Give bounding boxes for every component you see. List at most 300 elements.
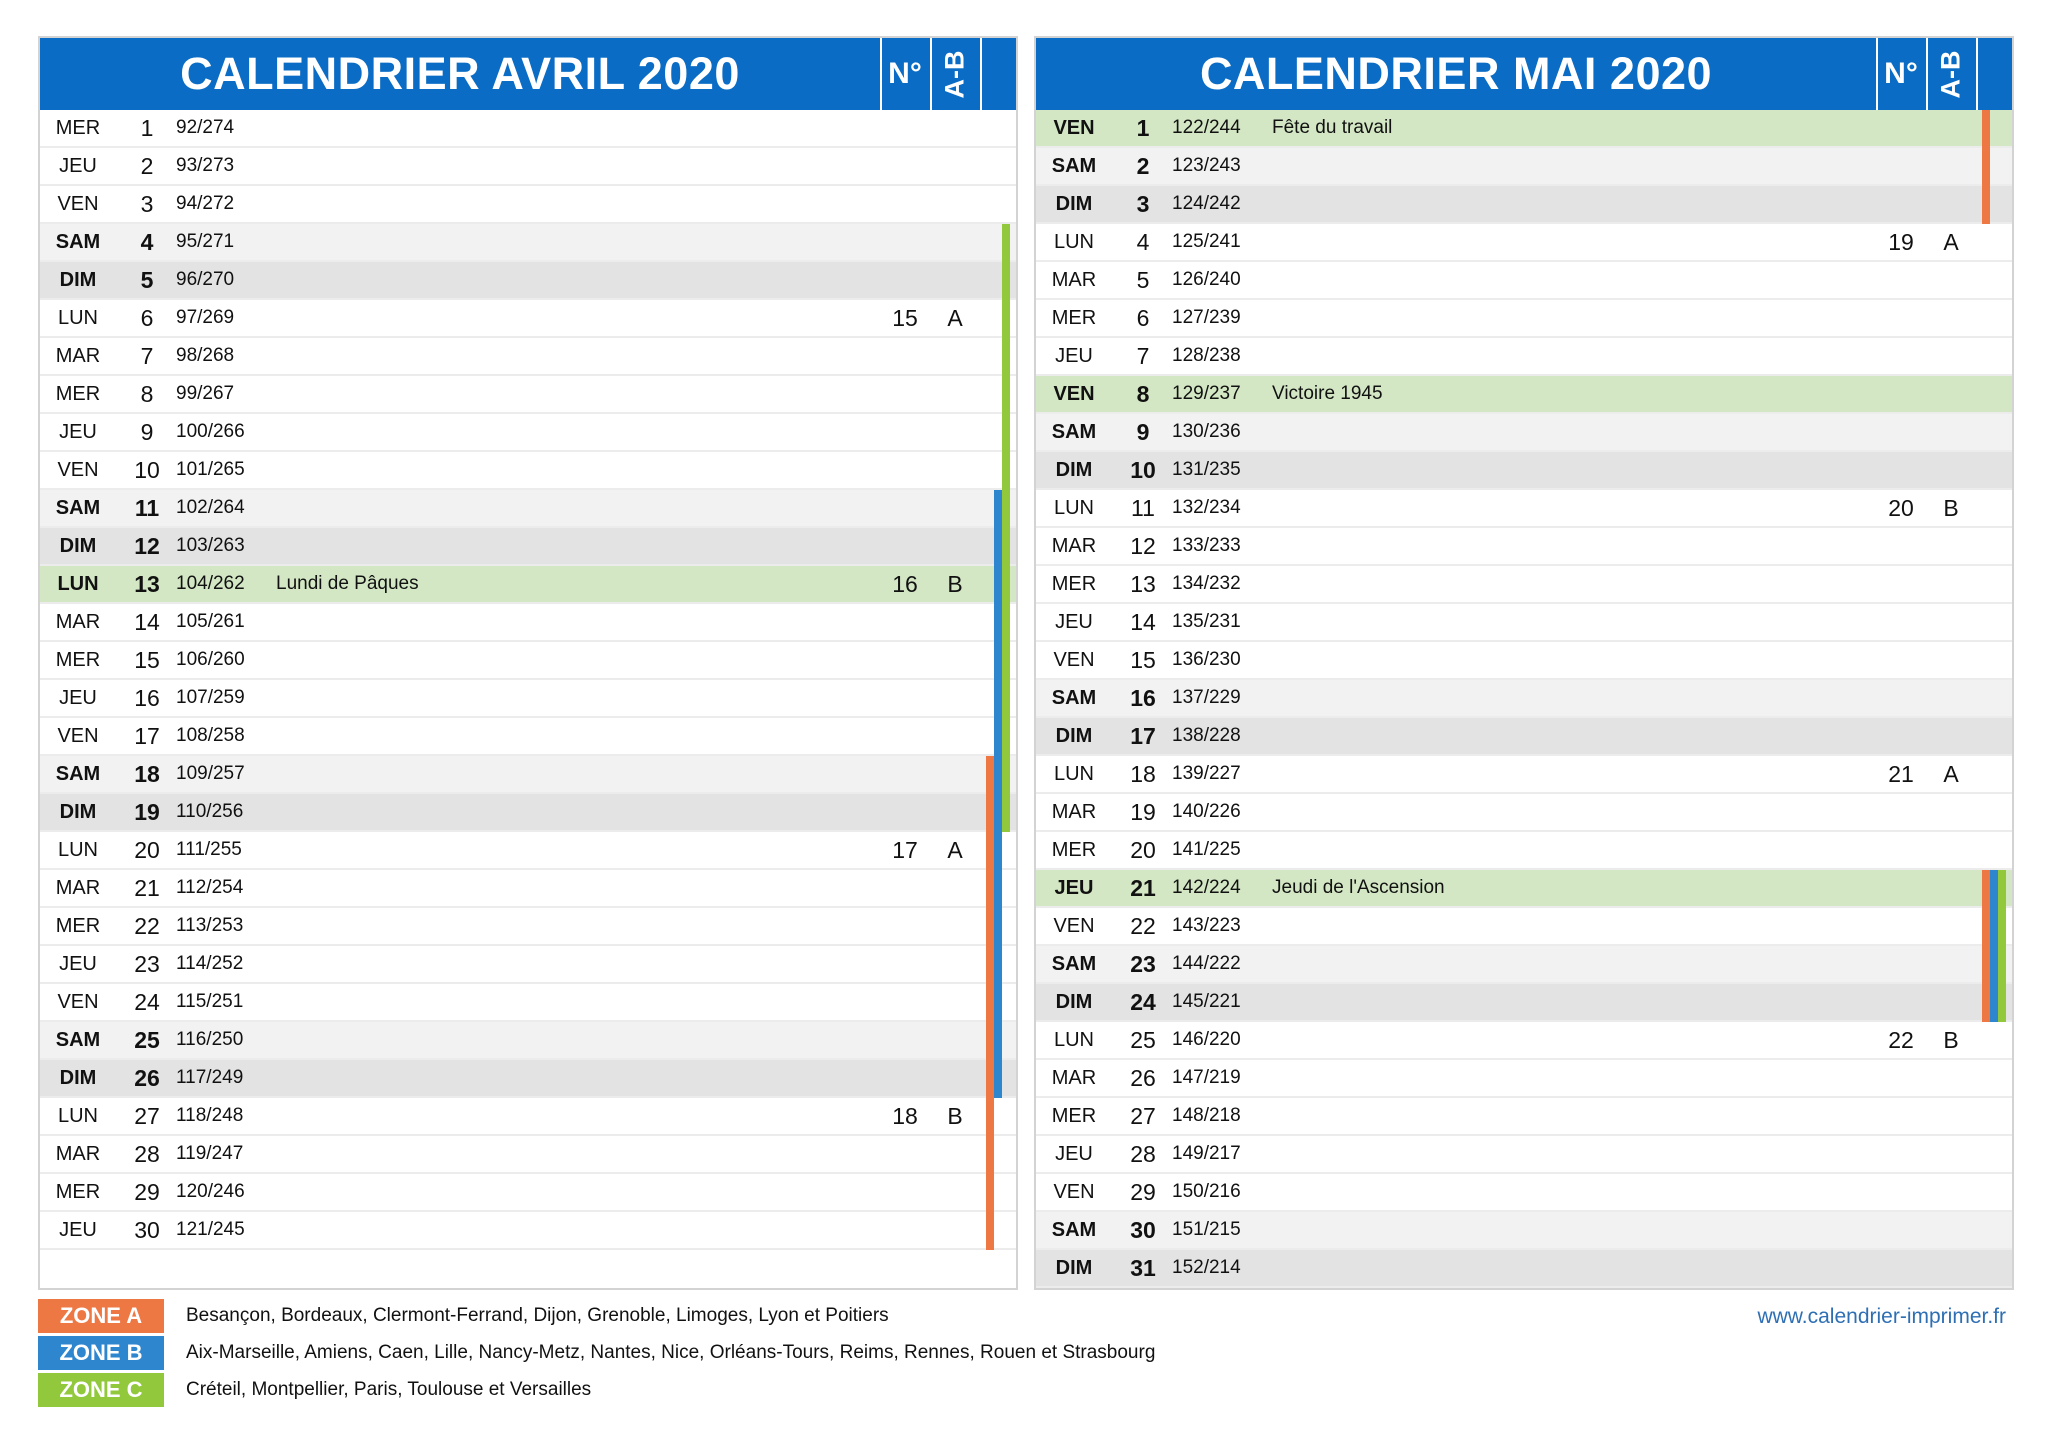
week-number: 18 <box>892 1103 918 1129</box>
week-number <box>880 110 930 146</box>
ab-week: A <box>1943 229 1959 255</box>
day-number: 28 <box>1130 1141 1156 1167</box>
day-row <box>40 794 1016 832</box>
holiday-note <box>276 490 836 526</box>
day-name: MAR <box>55 345 101 367</box>
day-number: 30 <box>134 1217 160 1243</box>
day-of-year: 104/262 <box>176 573 245 594</box>
day-name: DIM <box>1055 193 1093 215</box>
day-of-year: 110/256 <box>176 801 244 822</box>
day-row <box>1036 1174 2012 1212</box>
day-number: 10 <box>1130 457 1156 483</box>
day-number: 19 <box>1130 799 1156 825</box>
ab-week <box>930 870 980 906</box>
day-number: 8 <box>1136 381 1150 407</box>
week-number <box>880 1212 930 1248</box>
day-name: MER <box>55 1181 101 1203</box>
week-number <box>1876 1250 1926 1286</box>
holiday-note <box>276 794 836 830</box>
zone-c-vacation-bar <box>1002 566 1010 604</box>
holiday-note <box>1272 718 1832 754</box>
zone-b-vacation-bar <box>994 604 1002 642</box>
ab-week <box>1926 946 1976 982</box>
day-row <box>1036 946 2012 984</box>
week-number <box>880 718 930 754</box>
ab-week <box>1926 794 1976 830</box>
website-link[interactable]: www.calendrier-imprimer.fr <box>1757 1305 2006 1328</box>
day-of-year: 144/222 <box>1172 953 1241 974</box>
week-number: 19 <box>1888 229 1914 255</box>
ab-week: B <box>1943 1027 1959 1053</box>
calendar-header <box>40 38 1016 110</box>
day-name: LUN <box>1053 763 1094 785</box>
holiday-note: Jeudi de l'Ascension <box>1272 877 1445 898</box>
ab-week <box>1926 414 1976 450</box>
holiday-note <box>1272 490 1832 526</box>
day-of-year: 103/263 <box>176 535 245 556</box>
ab-week <box>930 1212 980 1248</box>
ab-week: B <box>1943 495 1959 521</box>
zone-b-vacation-bar <box>994 1060 1002 1098</box>
holiday-note <box>276 756 836 792</box>
day-number: 17 <box>134 723 160 749</box>
day-number: 23 <box>134 951 160 977</box>
ab-week <box>930 984 980 1020</box>
day-row <box>40 1136 1016 1174</box>
week-number <box>880 604 930 640</box>
day-of-year: 118/248 <box>176 1105 244 1126</box>
day-number: 26 <box>134 1065 160 1091</box>
day-name: VEN <box>57 991 99 1013</box>
day-name: DIM <box>1055 1257 1093 1279</box>
zone-a-vacation-bar <box>986 1212 994 1250</box>
week-number <box>1876 262 1926 298</box>
week-number <box>880 224 930 260</box>
holiday-note <box>276 452 836 488</box>
day-name: JEU <box>59 421 97 443</box>
day-row <box>40 490 1016 528</box>
zone-c-vacation-bar <box>1998 946 2006 984</box>
zone-c-cities: Créteil, Montpellier, Paris, Toulouse et Versailles <box>186 1379 592 1400</box>
ab-week <box>930 604 980 640</box>
holiday-note <box>276 870 836 906</box>
day-name: JEU <box>1055 1143 1093 1165</box>
holiday-note: Lundi de Pâques <box>276 573 419 594</box>
week-number <box>880 528 930 564</box>
day-name: MER <box>55 649 101 671</box>
day-row <box>1036 300 2012 338</box>
week-number: 21 <box>1888 761 1914 787</box>
zone-b-vacation-bar <box>994 528 1002 566</box>
day-number: 21 <box>1130 875 1156 901</box>
day-of-year: 126/240 <box>1172 269 1241 290</box>
ab-week <box>930 756 980 792</box>
day-name: VEN <box>1053 117 1095 139</box>
day-row <box>1036 604 2012 642</box>
ab-week <box>1926 718 1976 754</box>
day-of-year: 136/230 <box>1172 649 1241 670</box>
day-number: 23 <box>1130 951 1156 977</box>
zone-c-vacation-bar <box>1002 642 1010 680</box>
holiday-note <box>276 908 836 944</box>
day-row <box>1036 148 2012 186</box>
day-row <box>1036 756 2012 794</box>
zone-c-vacation-bar <box>1002 718 1010 756</box>
ab-week <box>1926 1098 1976 1134</box>
day-name: DIM <box>59 535 97 557</box>
week-number-header: N° <box>1884 57 1918 90</box>
day-row <box>1036 528 2012 566</box>
zone-b-vacation-bar <box>994 566 1002 604</box>
day-of-year: 117/249 <box>176 1067 244 1088</box>
holiday-note <box>1272 566 1832 602</box>
holiday-note <box>276 1212 836 1248</box>
day-name: JEU <box>59 953 97 975</box>
day-name: DIM <box>1055 725 1093 747</box>
day-name: MAR <box>55 611 101 633</box>
ab-week <box>1926 870 1976 906</box>
holiday-note <box>1272 832 1832 868</box>
day-of-year: 99/267 <box>176 383 235 404</box>
day-row <box>40 338 1016 376</box>
week-number: 20 <box>1888 495 1914 521</box>
day-name: JEU <box>59 687 97 709</box>
zone-b-vacation-bar <box>994 1022 1002 1060</box>
day-name: LUN <box>1053 231 1094 253</box>
ab-week: A <box>1943 761 1959 787</box>
ab-week <box>1926 186 1976 222</box>
day-number: 15 <box>1130 647 1156 673</box>
day-row <box>40 870 1016 908</box>
day-name: SAM <box>1051 687 1097 709</box>
zone-a-vacation-bar <box>986 984 994 1022</box>
holiday-note <box>1272 528 1832 564</box>
day-row <box>1036 870 2012 908</box>
day-number: 13 <box>1130 571 1156 597</box>
holiday-note <box>276 1098 836 1134</box>
day-of-year: 151/215 <box>1172 1219 1241 1240</box>
day-of-year: 146/220 <box>1172 1029 1241 1050</box>
holiday-note <box>276 110 836 146</box>
day-number: 6 <box>140 305 154 331</box>
day-row <box>1036 832 2012 870</box>
week-number <box>880 490 930 526</box>
ab-week <box>930 1022 980 1058</box>
ab-week: A <box>947 305 963 331</box>
day-of-year: 132/234 <box>1172 497 1241 518</box>
holiday-note <box>276 148 836 184</box>
day-of-year: 96/270 <box>176 269 235 290</box>
week-number-header: N° <box>888 57 922 90</box>
day-of-year: 134/232 <box>1172 573 1241 594</box>
week-number <box>880 1060 930 1096</box>
holiday-note <box>1272 300 1832 336</box>
day-row <box>1036 1136 2012 1174</box>
week-number <box>880 1174 930 1210</box>
day-name: LUN <box>57 573 99 595</box>
day-name: MAR <box>55 877 101 899</box>
day-row <box>1036 414 2012 452</box>
day-of-year: 142/224 <box>1172 877 1241 898</box>
day-row <box>1036 1022 2012 1060</box>
holiday-note <box>276 718 836 754</box>
day-of-year: 147/219 <box>1172 1067 1241 1088</box>
day-row <box>1036 490 2012 528</box>
day-name: DIM <box>59 269 97 291</box>
day-row <box>1036 1098 2012 1136</box>
holiday-note <box>1272 984 1832 1020</box>
ab-week <box>930 490 980 526</box>
day-name: MAR <box>1051 1067 1097 1089</box>
day-row <box>1036 642 2012 680</box>
day-row <box>40 604 1016 642</box>
day-number: 5 <box>140 267 154 293</box>
day-number: 14 <box>1130 609 1156 635</box>
day-row <box>40 186 1016 224</box>
holiday-note <box>276 946 836 982</box>
day-name: MER <box>1051 573 1097 595</box>
holiday-note <box>1272 262 1832 298</box>
calendar-title: CALENDRIER AVRIL 2020 <box>180 48 740 99</box>
day-number: 20 <box>134 837 160 863</box>
day-name: MER <box>1051 839 1097 861</box>
day-number: 24 <box>134 989 160 1015</box>
zone-a-vacation-bar <box>986 1022 994 1060</box>
day-name: DIM <box>59 1067 97 1089</box>
day-row <box>1036 566 2012 604</box>
week-number <box>880 908 930 944</box>
ab-week <box>1926 604 1976 640</box>
day-of-year: 125/241 <box>1172 231 1241 252</box>
zone-a-vacation-bar <box>986 908 994 946</box>
day-row <box>1036 680 2012 718</box>
day-row <box>1036 1250 2012 1288</box>
day-of-year: 130/236 <box>1172 421 1241 442</box>
day-row <box>40 832 1016 870</box>
week-number <box>880 984 930 1020</box>
day-of-year: 124/242 <box>1172 193 1241 214</box>
holiday-note: Fête du travail <box>1272 117 1393 138</box>
zone-c-vacation-bar <box>1002 300 1010 338</box>
day-number: 7 <box>1136 343 1150 369</box>
day-row <box>1036 984 2012 1022</box>
week-number <box>880 338 930 374</box>
day-number: 8 <box>140 381 154 407</box>
day-of-year: 108/258 <box>176 725 245 746</box>
day-number: 27 <box>134 1103 160 1129</box>
day-of-year: 113/253 <box>176 915 244 936</box>
day-of-year: 112/254 <box>176 877 244 898</box>
day-of-year: 114/252 <box>176 953 244 974</box>
zone-a-vacation-bar <box>986 1060 994 1098</box>
day-row <box>40 262 1016 300</box>
holiday-note <box>1272 680 1832 716</box>
holiday-note <box>1272 908 1832 944</box>
day-name: SAM <box>55 1029 101 1051</box>
day-of-year: 150/216 <box>1172 1181 1241 1202</box>
day-number: 18 <box>1130 761 1156 787</box>
day-number: 4 <box>1136 229 1150 255</box>
holiday-note <box>276 832 836 868</box>
week-number <box>1876 1060 1926 1096</box>
day-of-year: 141/225 <box>1172 839 1241 860</box>
ab-week <box>1926 680 1976 716</box>
day-of-year: 121/245 <box>176 1219 245 1240</box>
day-number: 14 <box>134 609 160 635</box>
zone-b-vacation-bar <box>994 490 1002 528</box>
holiday-note <box>276 604 836 640</box>
ab-week <box>930 718 980 754</box>
day-row <box>1036 224 2012 262</box>
day-name: MER <box>55 117 101 139</box>
zone-c-vacation-bar <box>1002 414 1010 452</box>
day-number: 6 <box>1136 305 1150 331</box>
zone-c-vacation-bar <box>1002 338 1010 376</box>
day-name: JEU <box>59 1219 97 1241</box>
day-of-year: 133/233 <box>1172 535 1241 556</box>
ab-week <box>1926 832 1976 868</box>
ab-week-header: A-B <box>939 50 970 98</box>
ab-week: A <box>947 837 963 863</box>
week-number <box>1876 984 1926 1020</box>
day-row <box>40 110 1016 148</box>
ab-week: B <box>947 571 963 597</box>
week-number: 17 <box>892 837 918 863</box>
ab-week <box>1926 110 1976 146</box>
day-row <box>40 908 1016 946</box>
holiday-note <box>1272 186 1832 222</box>
holiday-note <box>1272 756 1832 792</box>
day-number: 11 <box>134 495 160 521</box>
day-name: MER <box>1051 1105 1097 1127</box>
day-name: MAR <box>1051 269 1097 291</box>
day-of-year: 115/251 <box>176 991 244 1012</box>
zone-b-cities: Aix-Marseille, Amiens, Caen, Lille, Nancy-Metz, Nantes, Nice, Orléans-Tours, Reims, Rennes, Rouen et Strasbourg <box>186 1342 1156 1363</box>
holiday-note <box>1272 452 1832 488</box>
week-number <box>880 756 930 792</box>
week-number <box>1876 338 1926 374</box>
day-row <box>40 984 1016 1022</box>
holiday-note <box>1272 1250 1832 1286</box>
day-number: 17 <box>1130 723 1156 749</box>
week-number <box>1876 832 1926 868</box>
day-number: 1 <box>1136 115 1150 141</box>
ab-week <box>930 224 980 260</box>
day-row <box>40 376 1016 414</box>
day-number: 13 <box>134 571 160 597</box>
zone-b-tag: ZONE B <box>38 1336 164 1370</box>
day-name: SAM <box>1051 155 1097 177</box>
day-row <box>1036 1212 2012 1250</box>
ab-week <box>930 642 980 678</box>
day-of-year: 97/269 <box>176 307 235 328</box>
ab-week <box>1926 262 1976 298</box>
week-number <box>1876 794 1926 830</box>
ab-week <box>930 414 980 450</box>
zone-a-vacation-bar <box>1982 946 1990 984</box>
day-name: JEU <box>1055 345 1093 367</box>
week-number <box>1876 414 1926 450</box>
day-number: 5 <box>1136 267 1150 293</box>
ab-week <box>1926 1174 1976 1210</box>
zone-c-vacation-bar <box>1002 756 1010 794</box>
day-row <box>40 1060 1016 1098</box>
day-number: 12 <box>1130 533 1156 559</box>
day-row <box>40 756 1016 794</box>
holiday-note <box>1272 338 1832 374</box>
day-row <box>40 946 1016 984</box>
ab-week <box>1926 642 1976 678</box>
day-name: LUN <box>57 307 98 329</box>
ab-week <box>930 338 980 374</box>
ab-week <box>930 794 980 830</box>
zone-c-vacation-bar <box>1002 680 1010 718</box>
zone-b-vacation-bar <box>994 984 1002 1022</box>
zone-c-tag: ZONE C <box>38 1373 164 1407</box>
day-of-year: 95/271 <box>176 231 235 252</box>
day-row <box>40 300 1016 338</box>
zone-a-vacation-bar <box>986 946 994 984</box>
day-of-year: 128/238 <box>1172 345 1241 366</box>
holiday-note <box>1272 414 1832 450</box>
zone-a-vacation-bar <box>1982 908 1990 946</box>
zone-b-vacation-bar <box>1990 984 1998 1022</box>
day-name: LUN <box>1053 1029 1094 1051</box>
day-of-year: 140/226 <box>1172 801 1241 822</box>
week-number <box>880 452 930 488</box>
holiday-note <box>276 642 836 678</box>
holiday-note <box>276 1174 836 1210</box>
zone-c-vacation-bar <box>1002 452 1010 490</box>
day-of-year: 100/266 <box>176 421 245 442</box>
holiday-note <box>276 224 836 260</box>
week-number <box>1876 604 1926 640</box>
week-number: 22 <box>1888 1027 1914 1053</box>
zone-b-vacation-bar <box>994 756 1002 794</box>
day-number: 25 <box>134 1027 160 1053</box>
day-of-year: 119/247 <box>176 1143 244 1164</box>
day-row <box>40 452 1016 490</box>
day-name: LUN <box>57 1105 98 1127</box>
day-row <box>40 148 1016 186</box>
ab-week <box>1926 148 1976 184</box>
day-number: 30 <box>1130 1217 1156 1243</box>
ab-week-header: A-B <box>1935 50 1966 98</box>
week-number <box>1876 908 1926 944</box>
zone-b-vacation-bar <box>1990 908 1998 946</box>
zone-c-vacation-bar <box>1002 224 1010 262</box>
week-number <box>880 148 930 184</box>
week-number <box>880 376 930 412</box>
day-name: JEU <box>59 155 97 177</box>
week-number <box>1876 452 1926 488</box>
day-of-year: 131/235 <box>1172 459 1241 480</box>
zone-b-vacation-bar <box>994 718 1002 756</box>
day-number: 27 <box>1130 1103 1156 1129</box>
week-number <box>1876 718 1926 754</box>
holiday-note <box>1272 1022 1832 1058</box>
ab-week <box>930 946 980 982</box>
day-row <box>1036 262 2012 300</box>
week-number <box>880 186 930 222</box>
zone-c-vacation-bar <box>1002 794 1010 832</box>
day-number: 19 <box>134 799 160 825</box>
day-name: VEN <box>57 725 99 747</box>
ab-week <box>930 1060 980 1096</box>
day-name: VEN <box>1053 915 1095 937</box>
day-number: 15 <box>134 647 160 673</box>
day-row <box>40 718 1016 756</box>
